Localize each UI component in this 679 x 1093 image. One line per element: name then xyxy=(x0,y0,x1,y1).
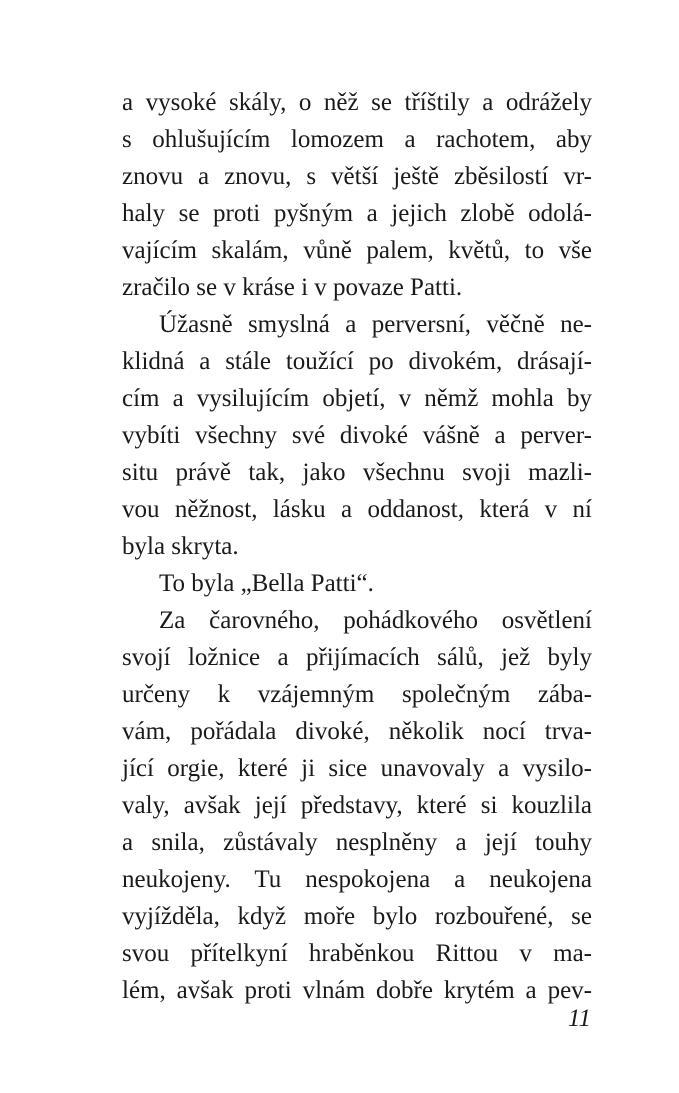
text-line: Úžasně smyslná a perversní, věčně ne- xyxy=(159,311,592,338)
text-line: svou přítelkyní hraběnkou Rittou v ma- xyxy=(122,940,592,967)
paragraph xyxy=(122,306,592,565)
text-line: situ právě tak, jako všechnu svoji mazli- xyxy=(122,459,592,486)
text-line: vajícím skalám, vůně palem, květů, to vše xyxy=(122,237,592,264)
text-line: valy, avšak její představy, které si kouzlila xyxy=(122,792,592,819)
text-line: a snila, zůstávaly nesplněny a její touhy xyxy=(122,829,592,856)
page-number: 11 xyxy=(567,1005,591,1032)
body-text xyxy=(122,84,592,1009)
text-line: cím a vysilujícím objetí, v němž mohla by xyxy=(122,385,592,412)
paragraph xyxy=(122,565,592,602)
text-line: určeny k vzájemným společným zába- xyxy=(122,681,592,708)
paragraph xyxy=(122,602,592,1009)
text-line: To byla „Bella Patti“. xyxy=(159,570,374,597)
text-line: haly se proti pyšným a jejich zlobě odolá- xyxy=(122,200,592,227)
text-line: vou něžnost, lásku a oddanost, která v ní xyxy=(122,496,592,523)
text-line: neukojeny. Tu nespokojena a neukojena xyxy=(122,866,592,893)
text-line: s ohlušujícím lomozem a rachotem, aby xyxy=(122,126,592,153)
text-line: Za čarovného, pohádkového osvětlení xyxy=(159,607,592,634)
text-line: vybíti všechny své divoké vášně a perver- xyxy=(122,422,592,449)
paragraph xyxy=(122,84,592,306)
text-line: znovu a znovu, s větší ještě zběsilostí vr- xyxy=(122,163,592,190)
text-line: vyjížděla, když moře bylo rozbouřené, se xyxy=(122,903,592,930)
text-line: a vysoké skály, o něž se tříštily a odrážely xyxy=(122,89,592,116)
text-line: lém, avšak proti vlnám dobře krytém a pev- xyxy=(122,977,592,1004)
text-line: svojí ložnice a přijímacích sálů, jež byly xyxy=(122,644,592,671)
text-line: byla skryta. xyxy=(122,533,239,560)
text-line: vám, pořádala divoké, několik nocí trva- xyxy=(122,718,592,745)
text-line: klidná a stále toužící po divokém, drásají- xyxy=(122,348,592,375)
text-line: jící orgie, které ji sice unavovaly a vysilo- xyxy=(122,755,592,782)
text-line: zračilo se v kráse i v povaze Patti. xyxy=(122,274,463,301)
